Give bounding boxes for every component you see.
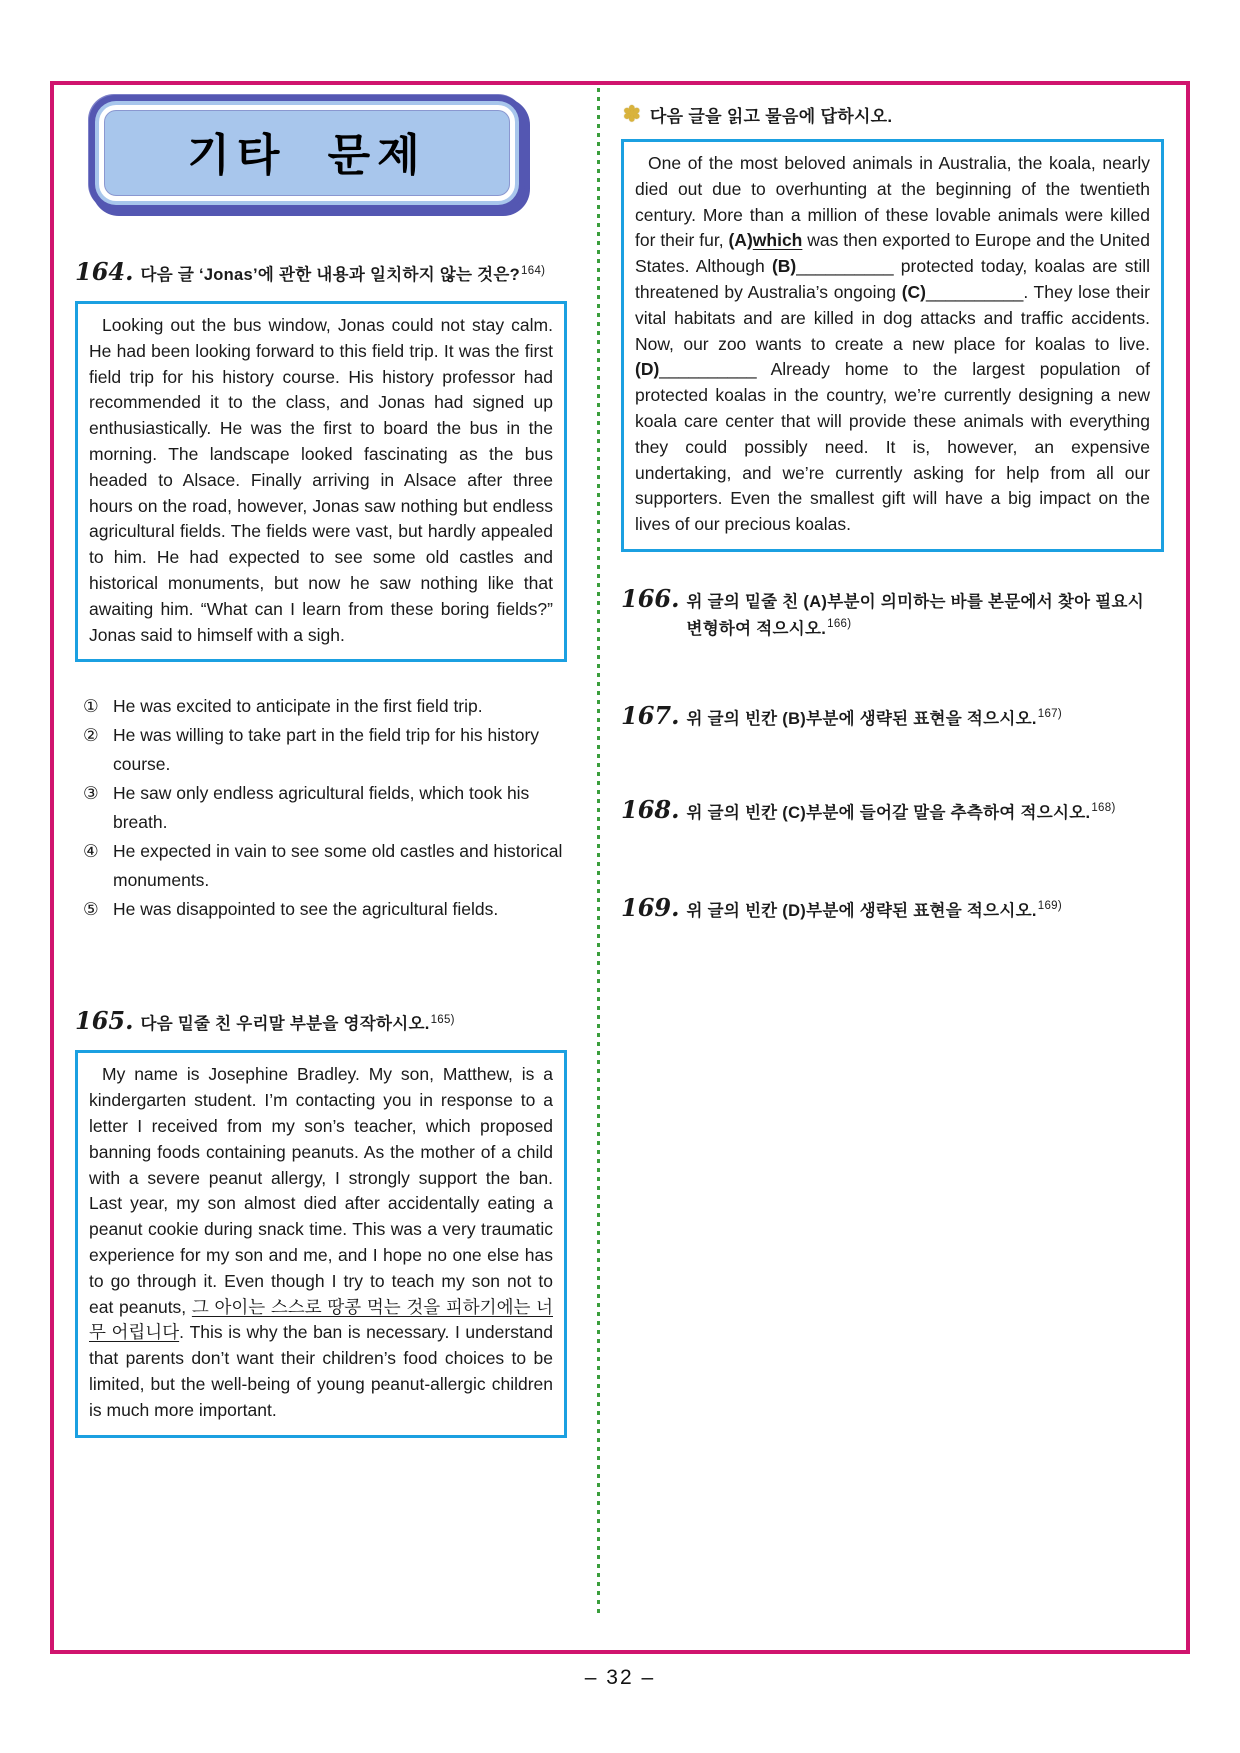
question-167-prompt-text: 위 글의 빈칸 (B)부분에 생략된 표현을 적으시오. (686, 709, 1037, 728)
option-5-text: He was disappointed to see the agricultural fields. (113, 899, 499, 920)
passage-koala-text (635, 151, 1150, 538)
passage-peanut-korean-underlined: 그 아이는 스스로 땅콩 먹는 것을 피하기에는 너무 어립니다 (89, 1296, 553, 1343)
option-5-marker: ⑤ (83, 899, 99, 920)
question-166-prompt-text: 위 글의 밑줄 친 (A)부분이 의미하는 바를 본문에서 찾아 필요시 변형하여 적으시오. (686, 592, 1144, 638)
title-plate-white-ring (99, 105, 515, 201)
koala-b-label: (B) (771, 256, 797, 277)
section-title-plate (89, 95, 525, 211)
footnote-ref-167: 167) (1037, 708, 1062, 721)
footnote-ref-168: 168) (1091, 802, 1116, 815)
koala-a-label: (A) (728, 230, 753, 251)
option-1-marker: ① (83, 696, 99, 717)
footnote-ref-166: 166) (827, 618, 852, 631)
option-3-marker: ③ (83, 783, 99, 804)
question-164-prompt (140, 259, 545, 289)
question-164-prompt-text: 다음 글 ‘Jonas’에 관한 내용과 일치하지 않는 것은? (140, 266, 521, 284)
koala-d-blank: __________ (659, 359, 757, 380)
question-166-prompt (686, 586, 1164, 643)
passage-peanut-text (89, 1062, 553, 1423)
option-3 (83, 779, 567, 837)
question-169-header (621, 892, 1164, 925)
flower-icon: ✽ (623, 103, 641, 126)
question-168-header (621, 794, 1164, 827)
question-164-header (75, 259, 567, 289)
option-2-text: He was willing to take part in the field trip for his history course. (113, 725, 540, 775)
question-169-number: 169. (621, 892, 680, 922)
directions-text: 다음 글을 읽고 물음에 답하시오. (649, 107, 893, 126)
option-2-marker: ② (83, 725, 99, 746)
option-3-text: He saw only endless agricultural fields, which took his breath. (113, 783, 530, 833)
title-plate-outer (89, 95, 525, 211)
option-1 (83, 692, 567, 721)
option-4-marker: ④ (83, 841, 99, 862)
question-167-header (621, 700, 1164, 733)
footnote-ref-169: 169) (1037, 900, 1062, 913)
koala-seg2: was then exported to Europe and the United States. Although (635, 230, 1150, 277)
question-166-header (621, 583, 1164, 643)
question-165-number: 165. (75, 1006, 134, 1036)
passage-box-koala (621, 139, 1164, 552)
footnote-ref-164: 164) (521, 264, 546, 277)
directions-line (623, 102, 1164, 127)
passage-jonas-text: Looking out the bus window, Jonas could not stay calm. He had been looking forward to this field trip. It was the first field trip for his history course. His history professor had recommended it to the class, and Jonas had signed up enthusiastically. He was the first to board the bus in the morning. The landscape looked fascinating as the bus headed to Alsace. Finally arriving in Alsace after three hours on the road, however, Jonas saw nothing but endless agricultural fields. The fields were vast, but hardly appealed to him. He had expected to see some old castles and historical monuments, but now he saw nothing like that awaiting him. “What can I learn from these boring fields?” Jonas said to himself with a sigh. (89, 315, 553, 645)
page-number: – 32 – (584, 1666, 656, 1689)
passage-box-jonas (75, 301, 567, 662)
right-column (621, 96, 1164, 937)
question-168-prompt (686, 797, 1115, 827)
passage-peanut-before: My name is Josephine Bradley. My son, Matthew, is a kindergarten student. I’m contacting you in response to a letter I received from my son’s teacher, which proposed banning foods containing peanuts. As the mother of a child with a severe peanut allergy, I strongly support the ban. Last year, my son almost died after accidentally eating a peanut cookie during snack time. This was a very traumatic experience for my son and me, and I hope no one else has to go through it. Even though I try to teach my son not to eat peanuts, (89, 1064, 553, 1317)
koala-seg5: Already home to the largest population of protected koalas in the country, we’re currently designing a new koala care center that will provide these animals with everything they could possibly need. It is, however, an expensive undertaking, and we’re currently asking for help from all our supporters. Even the smallest gift will have a big impact on the lives of our precious koalas. (635, 359, 1150, 535)
question-164-number: 164. (75, 257, 134, 286)
left-column (75, 95, 567, 1438)
koala-c-blank: __________ (925, 281, 1024, 302)
column-divider (597, 88, 600, 1615)
koala-c-label: (C) (901, 281, 926, 302)
question-169-prompt (686, 895, 1062, 925)
answer-options-164 (83, 692, 567, 924)
option-4-text: He expected in vain to see some old castles and historical monuments. (113, 841, 563, 891)
passage-box-peanut (75, 1050, 567, 1437)
koala-seg1: One of the most beloved animals in Australia, the koala, nearly died out due to overhunting at the beginning of the twentieth century. More than a million of these lovable animals were killed for their fur, (635, 153, 1150, 251)
footnote-ref-165: 165) (430, 1013, 455, 1026)
option-1-text: He was excited to anticipate in the first field trip. (113, 696, 483, 717)
title-plate-panel (104, 110, 510, 196)
option-4 (83, 837, 567, 895)
question-168-number: 168. (621, 794, 680, 824)
koala-seg3: protected today, koalas are still threatened by Australia’s ongoing (635, 256, 1150, 302)
passage-peanut-after: . This is why the ban is necessary. I understand that parents don’t want their children’s food choices to be limited, but the well-being of young peanut-allergic children is much more important. (89, 1322, 554, 1420)
title-plate-ring (95, 101, 519, 205)
koala-seg4: . They lose their vital habitats and are killed in dog attacks and traffic accidents. Now, our zoo wants to create a new place for koalas to live. (635, 281, 1151, 354)
option-5 (83, 895, 567, 924)
koala-d-label: (D) (635, 359, 660, 380)
question-165-prompt-text: 다음 밑줄 친 우리말 부분을 영작하시오. (140, 1015, 430, 1034)
question-168-prompt-text: 위 글의 빈칸 (C)부분에 들어갈 말을 추측하여 적으시오. (686, 803, 1091, 822)
question-166-number: 166. (621, 583, 680, 613)
question-167-prompt (686, 703, 1062, 733)
question-165-header (75, 1008, 567, 1038)
question-167-number: 167. (621, 700, 680, 730)
section-title: 기타 문제 (187, 131, 427, 180)
option-2 (83, 721, 567, 779)
question-165-prompt (140, 1008, 454, 1038)
koala-b-blank: __________ (796, 256, 894, 277)
koala-a-word-underlined: which (752, 230, 803, 251)
question-165-block (75, 1008, 567, 1437)
question-169-prompt-text: 위 글의 빈칸 (D)부분에 생략된 표현을 적으시오. (686, 901, 1037, 920)
